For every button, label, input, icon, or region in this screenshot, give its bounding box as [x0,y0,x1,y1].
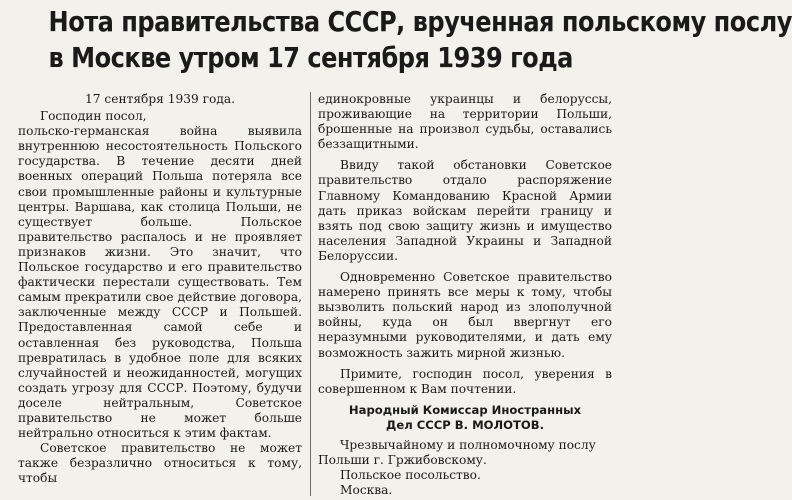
headline-line-1: Нота правительства СССР, врученная польскому послу [48,5,792,38]
signature [318,403,612,433]
addressee-2: Польское посольство. [340,467,481,482]
salutation: Господин посол, [40,109,147,124]
dateline: 17 сентября 1939 года. [85,92,235,106]
right-paragraph-4: Примите, господин посол, уверения в совершенном к Вам почтении. [318,366,612,396]
right-paragraph-2: Ввиду такой обстановки Советское правительство отдало распоряжение Главному Командованию Красной Армии дать приказ войскам перейти границу и взять под свою защиту жизнь и имущество населения Западной Украины и Западной Белоруссии. [318,158,612,263]
left-paragraph-1: польско-германская война выявила внутреннюю несостоятельность Польского государства. В течение десяти дней военных операций Польша потеряла все свои промышленные районы и культурные центры. Варшава, как столица Польши, не существует больше. Польское правительство распалось и не проявляет признаков жизни. Это значит, что Польское государство и его правительство фактически перестали существовать. Тем самым прекратили свое действие договора, заключенные между СССР и Польшей. Предоставленная самой себе и оставленная без руководства, Польша превратилась в удобное поле для всяких случайностей и неожиданностей, могущих создать угрозу для СССР. Поэтому, будучи доселе нейтральным, Советское правительство не может больше нейтрально относиться к этим фактам. [18,124,302,441]
column-divider [310,92,311,496]
left-column [18,92,302,486]
headline [48,4,792,76]
left-paragraph-2: Советское правительство не может также безразлично относиться к тому, чтобы [18,441,302,486]
signature-line-2: Дел СССР В. МОЛОТОВ. [386,417,544,432]
right-paragraph-1: единокровные украинцы и белоруссы, проживающие на территории Польши, брошенные на произвол судьбы, оставались беззащитными. [318,92,612,152]
signature-line-1: Народный Комиссар Иностранных [348,402,582,417]
right-column [318,92,612,498]
addressee-3: Москва. [340,483,393,498]
right-paragraph-3: Одновременно Советское правительство намерено принять все меры к тому, чтобы вызволить польский народ из злополучной войны, куда он был ввергнут его неразумными руководителями, и дать ему возможность зажить мирной жизнью. [318,270,612,360]
addressee-1: Чрезвычайному и полномочному послу Польши г. Гржибовскому. [318,437,596,467]
headline-line-2: в Москве утром 17 сентября 1939 года [48,41,573,74]
